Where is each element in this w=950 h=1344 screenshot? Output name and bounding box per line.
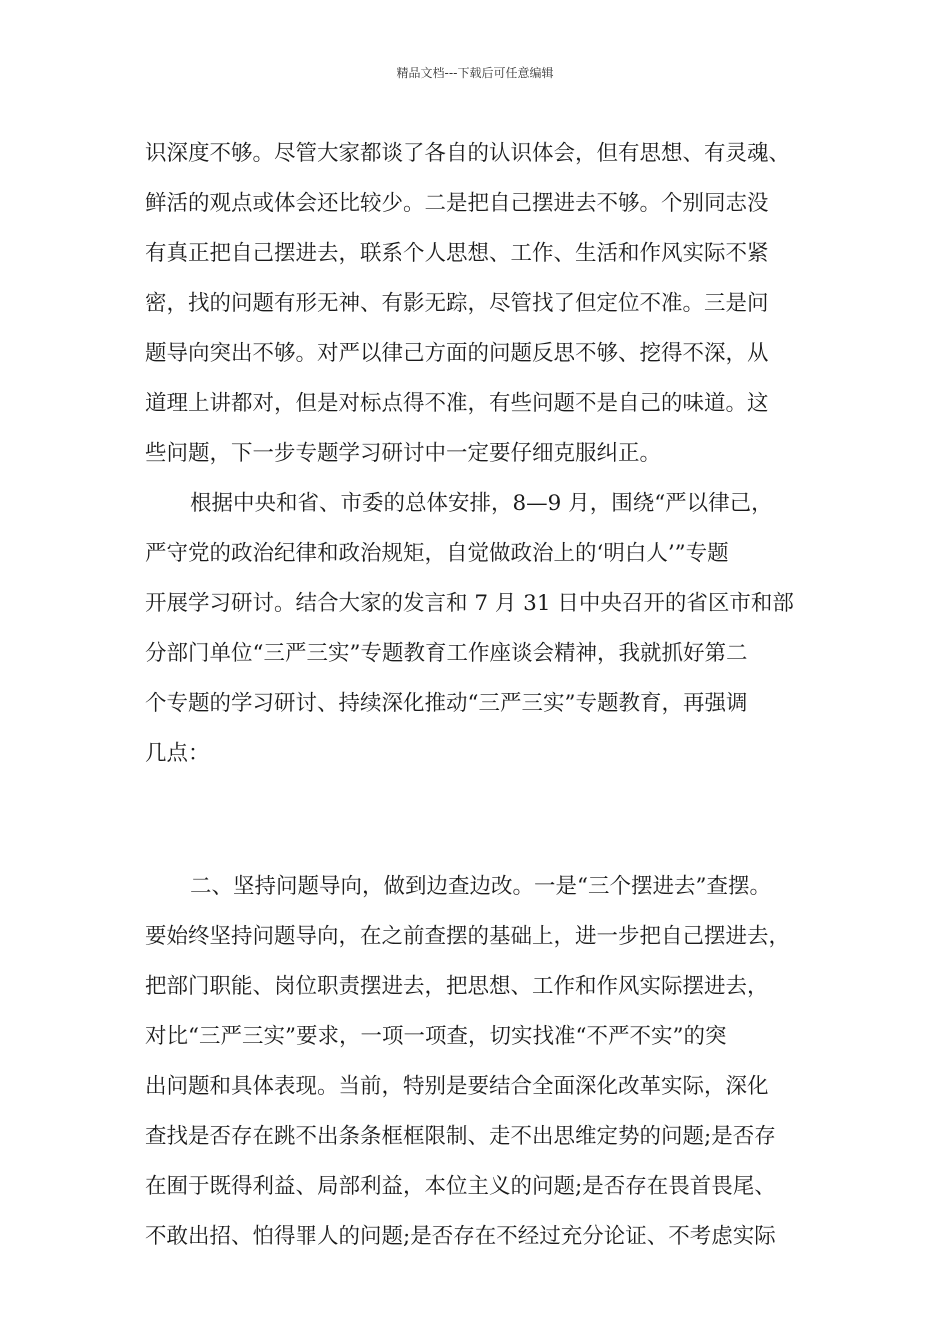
text-line: 识深度不够。尽管大家都谈了各自的认识体会，但有思想、有灵魂、 bbox=[145, 141, 791, 166]
page-header: 精品文档---下载后可任意编辑 bbox=[396, 66, 554, 80]
paragraph bbox=[145, 862, 835, 1262]
text-line: 道理上讲都对，但是对标点得不准，有些问题不是自己的味道。这 bbox=[145, 391, 769, 416]
text-line: 分部门单位“三严三实”专题教育工作座谈会精神，我就抓好第二 bbox=[145, 641, 748, 666]
text-line: 密，找的问题有形无神、有影无踪，尽管找了但定位不准。三是问 bbox=[145, 291, 769, 316]
text-line: 有真正把自己摆进去，联系个人思想、工作、生活和作风实际不紧 bbox=[145, 241, 769, 266]
text-line: 题导向突出不够。对严以律己方面的问题反思不够、挖得不深，从 bbox=[145, 341, 769, 366]
text-line: 对比“三严三实”要求，一项一项查，切实找准“不严不实”的突 bbox=[145, 1024, 727, 1049]
paragraph bbox=[145, 129, 835, 479]
text-line: 些问题，下一步专题学习研讨中一定要仔细克服纠正。 bbox=[145, 441, 662, 466]
text-line: 查找是否存在跳不出条条框框限制、走不出思维定势的问题;是否存 bbox=[145, 1124, 776, 1149]
text-line: 开展学习研讨。结合大家的发言和 7 月 31 日中央召开的省区市和部 bbox=[145, 591, 794, 616]
text-line: 出问题和具体表现。当前，特别是要结合全面深化改革实际，深化 bbox=[145, 1074, 769, 1099]
text-line: 不敢出招、怕得罪人的问题;是否存在不经过充分论证、不考虑实际 bbox=[145, 1224, 776, 1249]
text-line: 鲜活的观点或体会还比较少。二是把自己摆进去不够。个别同志没 bbox=[145, 191, 769, 216]
text-line: 严守党的政治纪律和政治规矩，自觉做政治上的‘明白人’”专题 bbox=[145, 541, 729, 566]
paragraph bbox=[145, 479, 835, 779]
text-line: 要始终坚持问题导向，在之前查摆的基础上，进一步把自己摆进去， bbox=[145, 924, 791, 949]
text-line: 几点： bbox=[145, 741, 210, 766]
text-line: 把部门职能、岗位职责摆进去，把思想、工作和作风实际摆进去， bbox=[145, 974, 769, 999]
text-line: 二、坚持问题导向，做到边查边改。一是“三个摆进去”查摆。 bbox=[190, 874, 771, 899]
paragraph-gap bbox=[145, 779, 835, 862]
body-text bbox=[145, 129, 835, 1262]
text-line: 个专题的学习研讨、持续深化推动“三严三实”专题教育，再强调 bbox=[145, 691, 748, 716]
text-line: 在囿于既得利益、局部利益，本位主义的问题;是否存在畏首畏尾、 bbox=[145, 1174, 776, 1199]
text-line: 根据中央和省、市委的总体安排，8—9 月，围绕“严以律己， bbox=[190, 491, 773, 516]
